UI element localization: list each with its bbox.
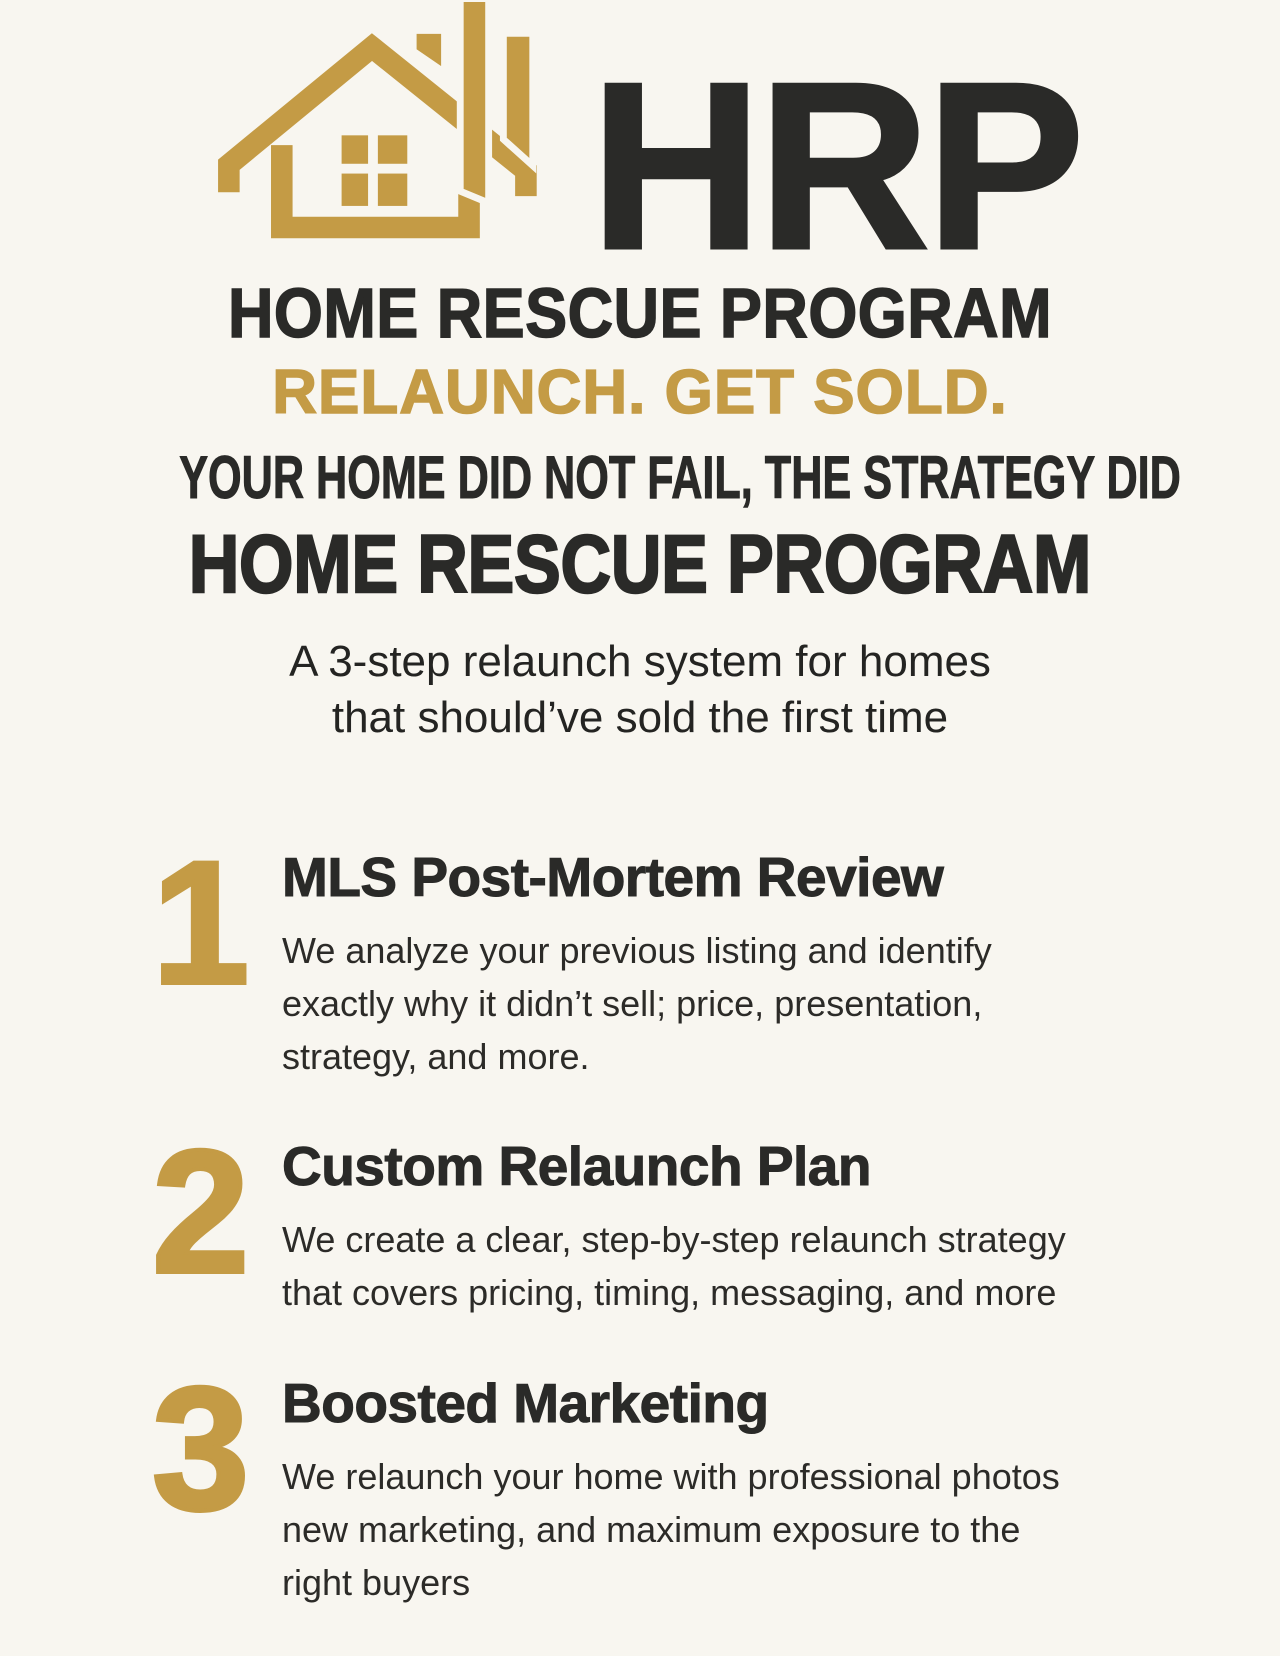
- hero-and-steps: [0, 444, 1280, 1610]
- step-2-title: Custom Relaunch Plan: [282, 1135, 871, 1198]
- brand-name: HOME RESCUE PROGRAM: [227, 274, 1053, 352]
- window-panes: [342, 135, 408, 206]
- logo-block: [0, 0, 1280, 427]
- brand-abbreviation: HRP: [590, 34, 1081, 300]
- brand-tagline: RELAUNCH. GET SOLD.: [272, 358, 1008, 427]
- step-2-description: We create a clear, step-by-step relaunch strategy that covers pricing, timing, messaging, and more: [282, 1219, 1066, 1314]
- step-1: [152, 825, 1180, 1084]
- program-subtitle: [0, 634, 1280, 746]
- hero-headline: YOUR HOME DID NOT FAIL, THE STRATEGY DID: [179, 444, 1181, 511]
- step-3-number: 3: [152, 1352, 250, 1548]
- subtitle-line: A 3-step relaunch system for homes: [289, 637, 991, 686]
- step-1-description: We analyze your previous listing and identify exactly why it didn’t sell; price, presentation, strategy, and more.: [282, 929, 992, 1077]
- step-2: [152, 1115, 1180, 1320]
- step-3-title: Boosted Marketing: [282, 1372, 769, 1435]
- brand-logo: [0, 0, 1280, 300]
- step-1-title: MLS Post-Mortem Review: [282, 845, 944, 908]
- step-3: [152, 1352, 1180, 1610]
- step-1-number: 1: [152, 825, 250, 1021]
- steps-list: [0, 825, 1280, 1610]
- house-growth-bars-icon: [199, 2, 544, 252]
- step-3-description: We relaunch your home with professional photos new marketing, and maximum exposure to the right buyers: [282, 1456, 1060, 1604]
- step-2-number: 2: [152, 1115, 250, 1311]
- subtitle-line: that should’ve sold the first time: [331, 692, 949, 742]
- program-title: HOME RESCUE PROGRAM: [188, 519, 1092, 610]
